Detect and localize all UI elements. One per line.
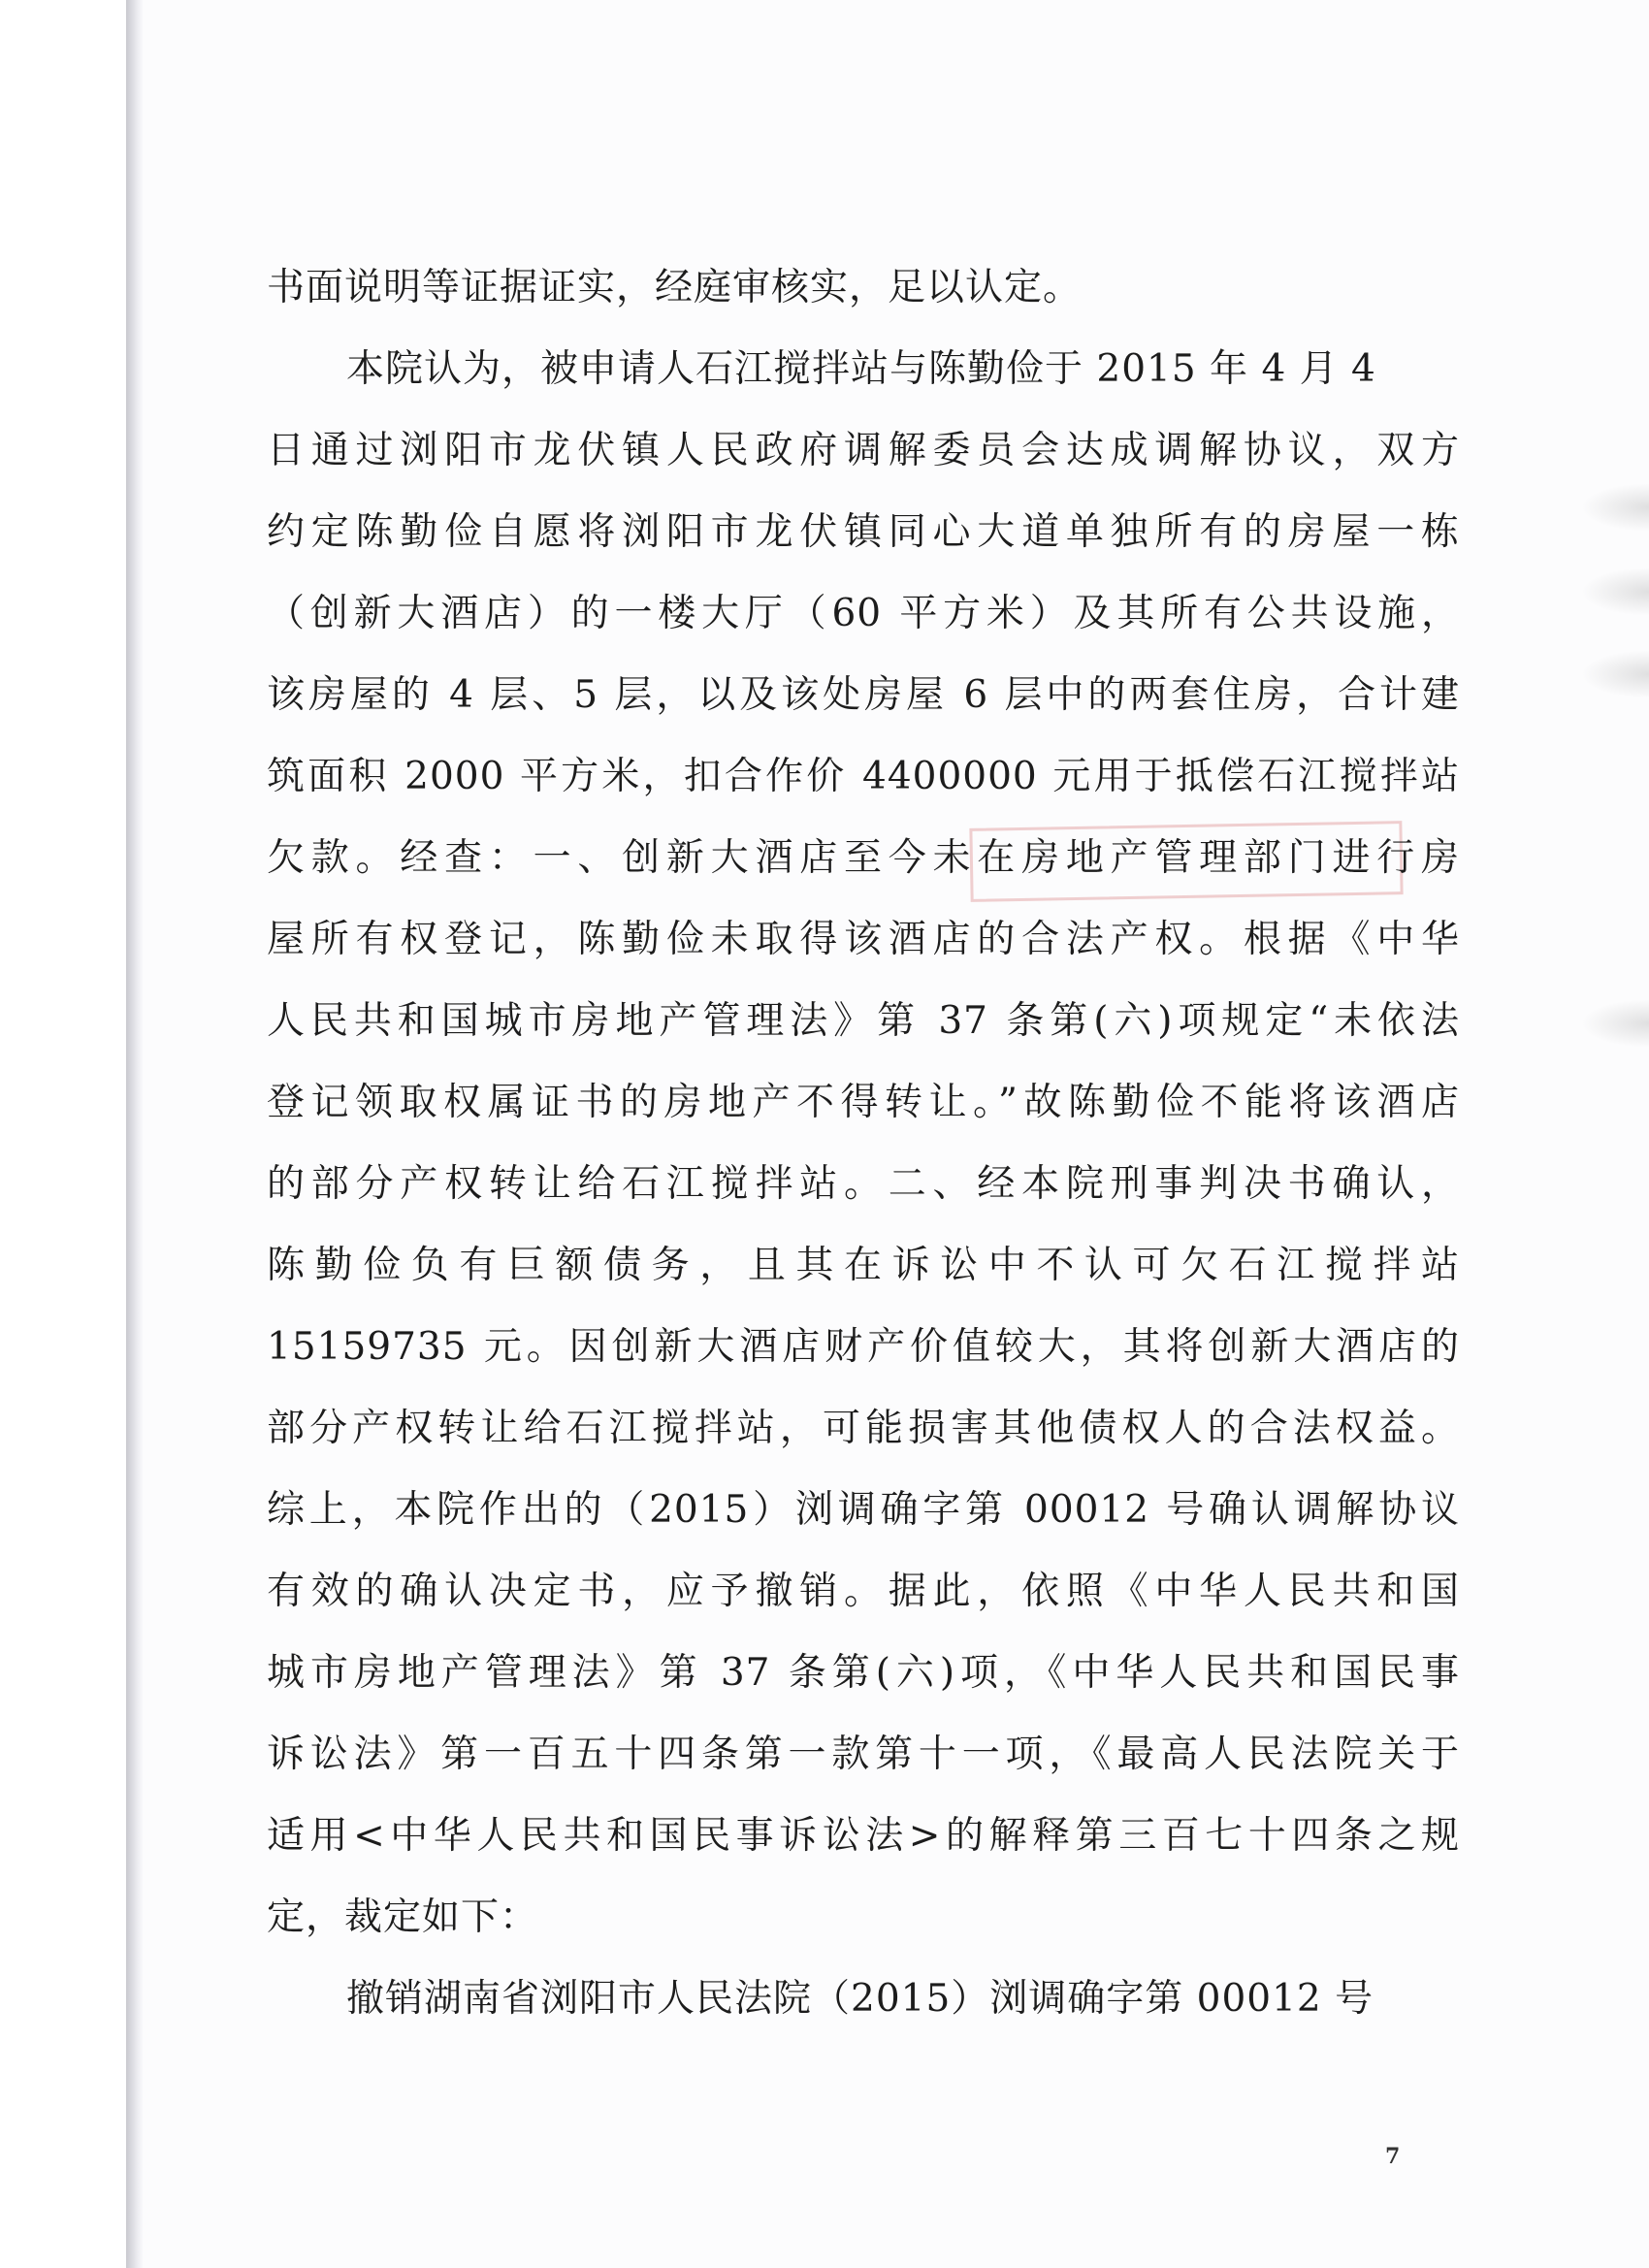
text-line: 欠款。经查：一、创新大酒店至今未在房地产管理部门进行房 <box>267 836 1460 880</box>
text-line: 诉讼法》第一百五十四条第一款第十一项，《最高人民法院关于 <box>267 1733 1460 1776</box>
text-line: 筑面积 2000 平方米，扣合作价 4400000 元用于抵偿石江搅拌站 <box>267 755 1460 798</box>
text-line: 约定陈勤俭自愿将浏阳市龙伏镇同心大道单独所有的房屋一栋 <box>267 510 1460 554</box>
text-line: 的部分产权转让给石江搅拌站。二、经本院刑事判决书确认， <box>267 1162 1460 1206</box>
text-line: 定，裁定如下： <box>267 1895 539 1939</box>
ruling-line: 撤销湖南省浏阳市人民法院（2015）浏调确字第 00012 号 <box>346 1977 1374 2021</box>
paragraph-start-line: 本院认为，被申请人石江搅拌站与陈勤俭于 2015 年 4 月 4 <box>346 347 1376 391</box>
document-body <box>267 247 1460 2040</box>
text-line: 有效的确认决定书，应予撤销。据此，依照《中华人民共和国 <box>267 1570 1460 1613</box>
text-line: 屋所有权登记，陈勤俭未取得该酒店的合法产权。根据《中华 <box>267 918 1460 961</box>
bleed-through-mark <box>1581 999 1649 1048</box>
text-line: 综上，本院作出的（2015）浏调确字第 00012 号确认调解协议 <box>267 1488 1460 1532</box>
text-line: 15159735 元。因创新大酒店财产价值较大，其将创新大酒店的 <box>267 1325 1460 1369</box>
text-line: 登记领取权属证书的房地产不得转让。”故陈勤俭不能将该酒店 <box>267 1081 1460 1124</box>
page-number: 7 <box>1385 2144 1401 2169</box>
text-line: 城市房地产管理法》第 37 条第(六)项，《中华人民共和国民事 <box>267 1651 1460 1695</box>
text-line: 适用<中华人民共和国民事诉讼法>的解释第三百七十四条之规 <box>267 1814 1460 1858</box>
text-line: 人民共和国城市房地产管理法》第 37 条第(六)项规定“未依法 <box>267 999 1460 1043</box>
text-line: 该房屋的 4 层、5 层，以及该处房屋 6 层中的两套住房，合计建 <box>267 673 1460 717</box>
text-line: （创新大酒店）的一楼大厅（60 平方米）及其所有公共设施， <box>267 592 1460 635</box>
bleed-through-mark <box>1581 650 1649 698</box>
text-line: 陈勤俭负有巨额债务，且其在诉讼中不认可欠石江搅拌站 <box>267 1244 1460 1287</box>
scan-margin <box>0 0 126 2268</box>
text-line: 日通过浏阳市龙伏镇人民政府调解委员会达成调解协议，双方 <box>267 429 1460 472</box>
text-line: 书面说明等证据证实，经庭审核实，足以认定。 <box>267 266 1083 309</box>
bleed-through-mark <box>1581 567 1649 616</box>
text-line: 部分产权转让给石江搅拌站，可能损害其他债权人的合法权益。 <box>267 1407 1460 1450</box>
binding-shadow <box>126 0 144 2268</box>
bleed-through-mark <box>1581 483 1649 532</box>
